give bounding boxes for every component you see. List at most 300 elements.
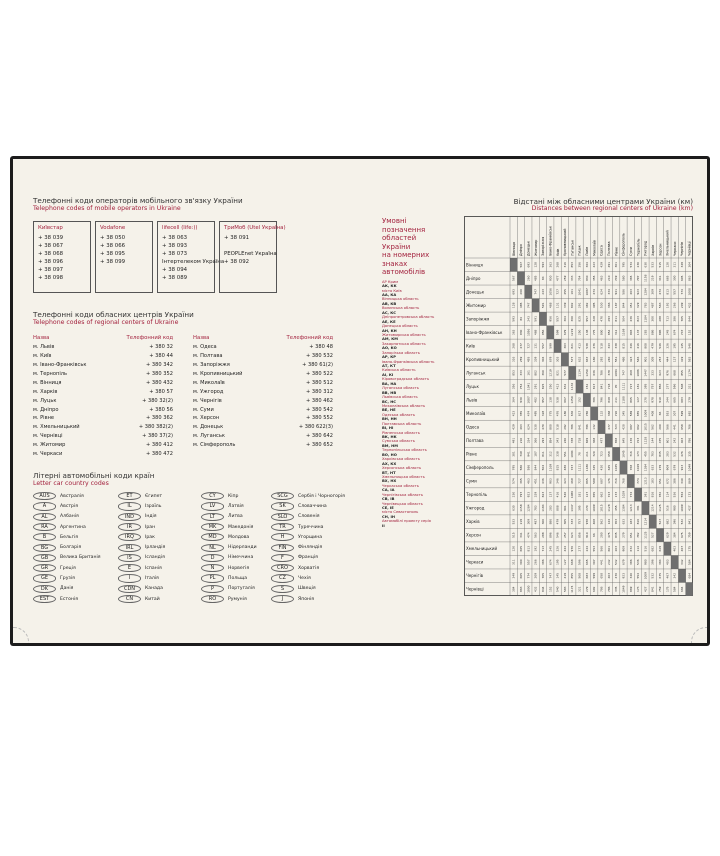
distance-value: 508: [680, 383, 685, 390]
country-row: [271, 501, 345, 511]
diagonal-cell: [583, 393, 590, 407]
country-code-oval: IS: [118, 554, 141, 562]
distance-value: 1045: [614, 463, 619, 472]
row-city-label: Херсон: [466, 532, 482, 538]
distance-value: 240: [562, 437, 567, 444]
distance-value: 423: [511, 410, 516, 417]
distance-value: 854: [548, 437, 553, 444]
distance-value: 835: [614, 532, 619, 538]
plate-code: ВК, НК: [382, 435, 397, 440]
phone-code: + 380 552: [306, 415, 333, 422]
city-name: м. Тернопіль: [33, 371, 68, 377]
country-code-oval: AUS: [33, 492, 56, 500]
distance-value: 486: [621, 356, 626, 363]
distance-value: 679: [621, 559, 626, 565]
distance-value: 563: [533, 532, 538, 538]
regional-row: [193, 405, 343, 414]
distance-value: 467: [680, 545, 685, 552]
distance-value: 70: [614, 384, 619, 389]
distance-value: 257: [562, 532, 567, 538]
distance-value: 1158: [643, 274, 648, 282]
country-name: Туреччина: [298, 524, 324, 530]
region-name: Івано-Франківська область: [382, 359, 435, 364]
plate-code: АК, КК: [382, 284, 397, 289]
distance-value: 546: [636, 356, 641, 363]
row-city-label: Кропивницький: [466, 356, 500, 362]
distance-value: 530: [599, 302, 604, 309]
region-name: місто Київ: [382, 288, 402, 293]
distance-value: 260: [526, 275, 531, 282]
regional-row: [193, 423, 343, 432]
distance-value: 768: [628, 464, 633, 471]
distance-value: 152: [548, 586, 553, 593]
distance-value: 601: [665, 437, 670, 444]
distance-value: 378: [570, 437, 575, 444]
plate-code: ВО, НО: [382, 452, 397, 457]
region-name: Полтавська область: [382, 421, 422, 426]
legend-heading-line: України: [382, 242, 411, 251]
country-code-oval: H: [271, 533, 294, 541]
distance-value: 180: [592, 356, 597, 363]
column-city-label: Дніпро: [519, 244, 524, 256]
distance-value: 757: [577, 518, 582, 525]
distance-value: 723: [599, 451, 604, 457]
plate-code: АР, КР: [382, 355, 396, 360]
distance-value: 120: [665, 261, 670, 268]
distance-value: 821: [570, 343, 575, 349]
distance-value: 386: [672, 478, 677, 484]
distance-value: 183: [650, 478, 655, 484]
distance-value: 257: [658, 356, 663, 363]
phone-code: + 380 342: [146, 362, 173, 369]
distance-value: 303: [562, 343, 567, 349]
distance-value: 811: [540, 451, 545, 457]
distance-value: 668: [570, 559, 575, 565]
country-name: Норвегія: [228, 565, 250, 571]
distance-value: 675: [680, 532, 685, 538]
distance-value: 1384: [621, 504, 626, 512]
distance-value: 658: [680, 424, 685, 430]
distance-value: 1213: [643, 477, 648, 485]
distance-value: 532: [650, 572, 655, 579]
distance-value: 1049: [621, 585, 626, 593]
distance-value: 328: [592, 316, 597, 322]
distance-value: 797: [518, 491, 523, 498]
operator-code: + 38 093: [162, 243, 188, 250]
country-code-oval: N: [201, 564, 224, 572]
operator-code: + 38 098: [38, 274, 64, 281]
column-city-label: Ужгород: [643, 240, 648, 256]
distance-value: 311: [511, 559, 516, 565]
distance-value: 901: [562, 505, 567, 511]
plate-code: ВМ, НМ: [382, 443, 398, 448]
distance-value: 941: [614, 289, 619, 295]
distance-value: 463: [526, 478, 531, 484]
distance-value: 601: [606, 545, 611, 552]
plate-code: АМ, КМ: [382, 337, 398, 342]
distance-value: 655: [592, 491, 597, 498]
distance-value: 270: [643, 397, 648, 403]
country-code-oval: EST: [33, 595, 56, 603]
distance-value: 980: [672, 505, 677, 511]
distance-value: 403: [665, 559, 670, 565]
country-row: [33, 532, 101, 542]
distance-value: 1086: [636, 369, 641, 377]
distance-value: 633: [621, 518, 626, 525]
distance-value: 823: [636, 316, 641, 322]
mobile-title-en: Telephone codes of mobile operators in Ukraine: [33, 205, 181, 212]
country-code-oval: IRQ: [118, 533, 141, 541]
distance-value: 243: [540, 289, 545, 295]
operator-code: + 38 039: [38, 235, 64, 242]
region-name: АР Крим: [382, 279, 399, 284]
distance-value: 599: [592, 572, 597, 579]
country-name: Німеччина: [228, 555, 254, 561]
distance-value: 580: [518, 464, 523, 471]
regional-row: [193, 396, 343, 405]
distance-value: 303: [555, 356, 560, 363]
distance-value: 1180: [621, 396, 626, 404]
city-name: м. Чернівці: [33, 433, 63, 440]
distance-value: 675: [658, 572, 663, 579]
country-code-oval: TR: [271, 523, 294, 531]
operator-code: Інтертелеком Україна: [162, 258, 225, 265]
operator-box: [33, 221, 91, 293]
country-code-oval: J: [271, 595, 294, 603]
distance-value: 835: [658, 451, 663, 457]
country-name: Ісландія: [145, 555, 165, 561]
distance-value: 886: [650, 329, 655, 336]
distance-value: 137: [636, 329, 641, 336]
distance-value: 813: [526, 545, 531, 552]
distance-value: 364: [584, 261, 589, 268]
distance-value: 624: [599, 289, 604, 295]
distance-value: 930: [518, 329, 523, 336]
col-name-header: Назва: [33, 335, 50, 342]
distance-value: 316: [562, 261, 567, 268]
letter-codes-title-ua: Літерні автомобільні коди країн: [33, 471, 155, 480]
regional-row: [193, 361, 343, 370]
distance-value: 343: [555, 437, 560, 444]
distance-value: 343: [606, 343, 611, 349]
distance-value: 127: [636, 397, 641, 403]
distance-value: 527: [650, 532, 655, 538]
country-row: [271, 532, 345, 542]
distance-value: 307: [592, 559, 597, 565]
distance-value: 633: [650, 464, 655, 471]
distance-value: 345: [592, 464, 597, 471]
distance-value: 161: [526, 370, 531, 376]
city-name: м. Хмельницький: [33, 424, 80, 431]
distance-value: 293: [540, 437, 545, 444]
distance-value: 768: [621, 478, 626, 484]
distance-value: 304: [562, 316, 567, 322]
distance-value: 305: [562, 518, 567, 525]
distance-value: 244: [584, 545, 589, 552]
distance-value: 292: [562, 424, 567, 430]
city-name: м. Донецьк: [193, 424, 224, 431]
distance-value: 727: [628, 383, 633, 390]
distance-value: 360: [540, 370, 545, 376]
distance-value: 723: [614, 424, 619, 430]
distance-value: 270: [584, 505, 589, 511]
diagonal-cell: [620, 461, 627, 475]
country-code-oval: MD: [201, 533, 224, 541]
distance-value: 485: [518, 302, 523, 309]
distance-value: 747: [621, 370, 626, 376]
distance-value: 413: [555, 383, 560, 390]
distance-value: 340: [680, 478, 685, 484]
distance-value: 309: [650, 289, 655, 295]
distance-value: 533: [650, 261, 655, 268]
distance-value: 477: [518, 343, 523, 349]
country-name: Велика Британія: [60, 555, 101, 561]
distance-value: 693: [511, 289, 516, 295]
distance-value: 538: [555, 397, 560, 403]
distance-value: 692: [592, 586, 597, 593]
phone-code: + 380 522: [306, 371, 333, 377]
distance-value: 291: [577, 302, 582, 309]
distance-value: 395: [643, 383, 648, 390]
country-code-oval: S: [271, 585, 294, 593]
distance-value: 301: [614, 261, 619, 268]
plate-code: АО, КО: [382, 346, 397, 351]
distance-value: 786: [599, 370, 604, 376]
plate-code: ВВ, НВ: [382, 390, 397, 395]
distance-value: 349: [680, 261, 685, 268]
country-row: [33, 491, 101, 501]
region-name: Житомирська область: [382, 332, 426, 337]
distance-value: 1029: [636, 463, 641, 472]
distance-value: 796: [584, 424, 589, 430]
distance-value: 786: [570, 424, 575, 430]
distance-value: 1134: [577, 369, 582, 377]
distance-value: 1015: [643, 423, 648, 431]
country-row: [118, 522, 165, 532]
country-code-oval: RA: [33, 523, 56, 531]
distance-value: 808: [643, 343, 648, 349]
distance-value: 1128: [606, 504, 611, 512]
distance-value: 84: [540, 276, 545, 281]
regional-row: [33, 352, 183, 361]
country-name: Єгипет: [145, 493, 163, 499]
country-row: [118, 573, 165, 583]
distance-value: 774: [636, 478, 641, 484]
distance-value: 416: [636, 343, 641, 349]
country-code-oval: SCG: [271, 492, 294, 500]
distance-value: 1056: [548, 288, 553, 296]
country-code-oval: ET: [118, 492, 141, 500]
plate-code: АЕ, КЕ: [382, 319, 396, 324]
country-column: [201, 491, 257, 604]
legend-heading-line: Умовні: [382, 217, 407, 225]
operator-box: [157, 221, 225, 293]
distance-value: 1169: [548, 463, 553, 472]
distance-value: 345: [621, 410, 626, 417]
country-row: [33, 563, 101, 573]
country-row: [271, 512, 345, 522]
row-city-label: Черкаси: [466, 559, 484, 565]
distance-value: 479: [555, 518, 560, 525]
phone-code: + 380 642: [306, 433, 333, 440]
distance-value: 844: [540, 586, 545, 593]
distance-value: 679: [672, 464, 677, 471]
column-city-label: Рівне: [614, 246, 619, 256]
row-city-label: Вінниця: [466, 262, 483, 268]
distance-value: 291: [533, 383, 538, 390]
row-city-label: Житомир: [466, 302, 486, 308]
country-row: [271, 584, 345, 594]
distance-value: 487: [650, 302, 655, 309]
operator-code: + 38 073: [162, 251, 188, 258]
distance-value: 629: [665, 532, 670, 538]
distance-value: 903: [628, 329, 633, 336]
country-name: Молдова: [228, 534, 250, 540]
distance-value: 209: [680, 302, 685, 309]
distance-value: 210: [606, 275, 611, 282]
distance-value: 368: [606, 410, 611, 417]
distance-value: 339: [533, 356, 538, 363]
city-name: м. Рівне: [33, 415, 55, 422]
distance-value: 815: [555, 464, 560, 471]
distance-value: 797: [636, 275, 641, 282]
distance-value: 683: [680, 397, 685, 403]
distance-value: 923: [621, 572, 626, 579]
distance-value: 338: [614, 343, 619, 349]
country-code-oval: PL: [201, 574, 224, 582]
distance-value: 632: [562, 383, 567, 390]
distance-value: 591: [540, 302, 545, 309]
distance-value: 808: [555, 505, 560, 511]
distance-value: 844: [687, 316, 692, 322]
distance-value: 817: [577, 410, 582, 417]
plate-code: СВ, ІВ: [382, 497, 395, 502]
distance-value: 783: [643, 302, 648, 309]
distance-value: 813: [665, 289, 670, 295]
col-name-header: Назва: [193, 335, 210, 342]
country-row: [118, 532, 165, 542]
plate-code: АС, КС: [382, 310, 396, 315]
distance-value: 930: [584, 275, 589, 282]
distance-value: 200: [599, 532, 604, 538]
diagonal-cell: [678, 569, 685, 583]
distance-value: 623: [658, 370, 663, 376]
page-corner-decoration: [691, 627, 707, 643]
distance-value: 853: [511, 370, 516, 376]
distance-value: 137: [548, 491, 553, 498]
distance-value: 584: [687, 559, 692, 565]
region-name: Одеська область: [382, 412, 416, 417]
regional-row: [33, 441, 183, 450]
phone-code: + 380 352: [146, 371, 173, 377]
distance-value: 630: [643, 261, 648, 268]
distance-value: 629: [658, 545, 663, 552]
distance-value: 802: [570, 302, 575, 309]
distance-value: 747: [680, 329, 685, 336]
distance-value: 333: [570, 275, 575, 282]
distance-value: 855: [570, 572, 575, 579]
distance-value: 841: [650, 586, 655, 593]
distance-value: 127: [562, 559, 567, 565]
distance-value: 479: [650, 343, 655, 349]
country-name: Кіпр: [228, 493, 239, 499]
distance-value: 1169: [621, 328, 626, 337]
row-city-label: Хмельницький: [466, 546, 498, 552]
country-name: Чехія: [298, 576, 311, 582]
distance-value: 360: [570, 316, 575, 322]
distance-title-ua: Відстані між обласними центрами України (км): [513, 197, 693, 206]
distance-value: 423: [628, 356, 633, 363]
distance-value: 474: [658, 289, 663, 295]
region-name: Дніпропетровська область: [382, 315, 435, 320]
row-city-label: Ужгород: [466, 505, 485, 511]
diagonal-cell: [591, 407, 598, 421]
plate-code: АХ, КХ: [382, 461, 397, 466]
column-city-label: Хмельницький: [665, 230, 670, 256]
plate-code: ВА, НА: [382, 381, 397, 386]
country-name: Словаччина: [298, 503, 327, 509]
country-code-oval: IR: [118, 523, 141, 531]
phone-code: + 380 532: [306, 353, 333, 360]
distance-value: 645: [621, 437, 626, 444]
distance-value: 328: [540, 410, 545, 417]
regional-row: [193, 387, 343, 396]
distance-value: 759: [658, 586, 663, 593]
country-code-oval: IL: [118, 502, 141, 510]
distance-value: 720: [614, 410, 619, 417]
distance-value: 1447: [570, 504, 575, 512]
phone-code: + 380 542: [306, 406, 333, 413]
distance-value: 309: [526, 518, 531, 525]
distance-value: 469: [628, 370, 633, 376]
operator-name: Київстар: [38, 225, 63, 231]
distance-value: 463: [599, 275, 604, 282]
regional-row: [33, 387, 183, 396]
country-row: [201, 594, 257, 604]
distance-value: 825: [540, 383, 545, 390]
column-city-label: Миколаїв: [592, 240, 597, 256]
plate-code: СЕ, ІЕ: [382, 506, 394, 511]
distance-value: 145: [555, 572, 560, 579]
distance-value: 1056: [526, 328, 531, 337]
distance-value: 727: [577, 478, 582, 484]
distance-value: 128: [533, 261, 538, 268]
diagonal-cell: [649, 515, 656, 529]
country-name: Албанія: [60, 514, 79, 520]
distance-value: 321: [577, 586, 582, 593]
distance-value: 747: [548, 572, 553, 579]
city-name: м. Сімферополь: [193, 442, 236, 449]
distance-value: 1174: [570, 585, 575, 593]
distance-value: 754: [577, 275, 582, 282]
distance-value: 705: [540, 572, 545, 579]
distance-value: 662: [599, 491, 604, 498]
regional-row: [33, 432, 183, 441]
distance-value: 333: [570, 518, 575, 525]
distance-value: 491: [606, 261, 611, 268]
plate-code: АА, КА: [382, 293, 397, 298]
plate-code: ВТ, НТ: [382, 470, 396, 475]
distance-value: 408: [592, 518, 597, 525]
city-name: м. Кропивницький: [193, 371, 243, 377]
plate-code: СН, ІН: [382, 514, 395, 519]
diagonal-cell: [605, 434, 612, 448]
distance-value: 589: [592, 478, 597, 484]
distance-value: 292: [599, 356, 604, 363]
distance-value: 551: [562, 451, 567, 457]
regional-row: [193, 370, 343, 379]
row-city-label: Львів: [466, 397, 478, 403]
